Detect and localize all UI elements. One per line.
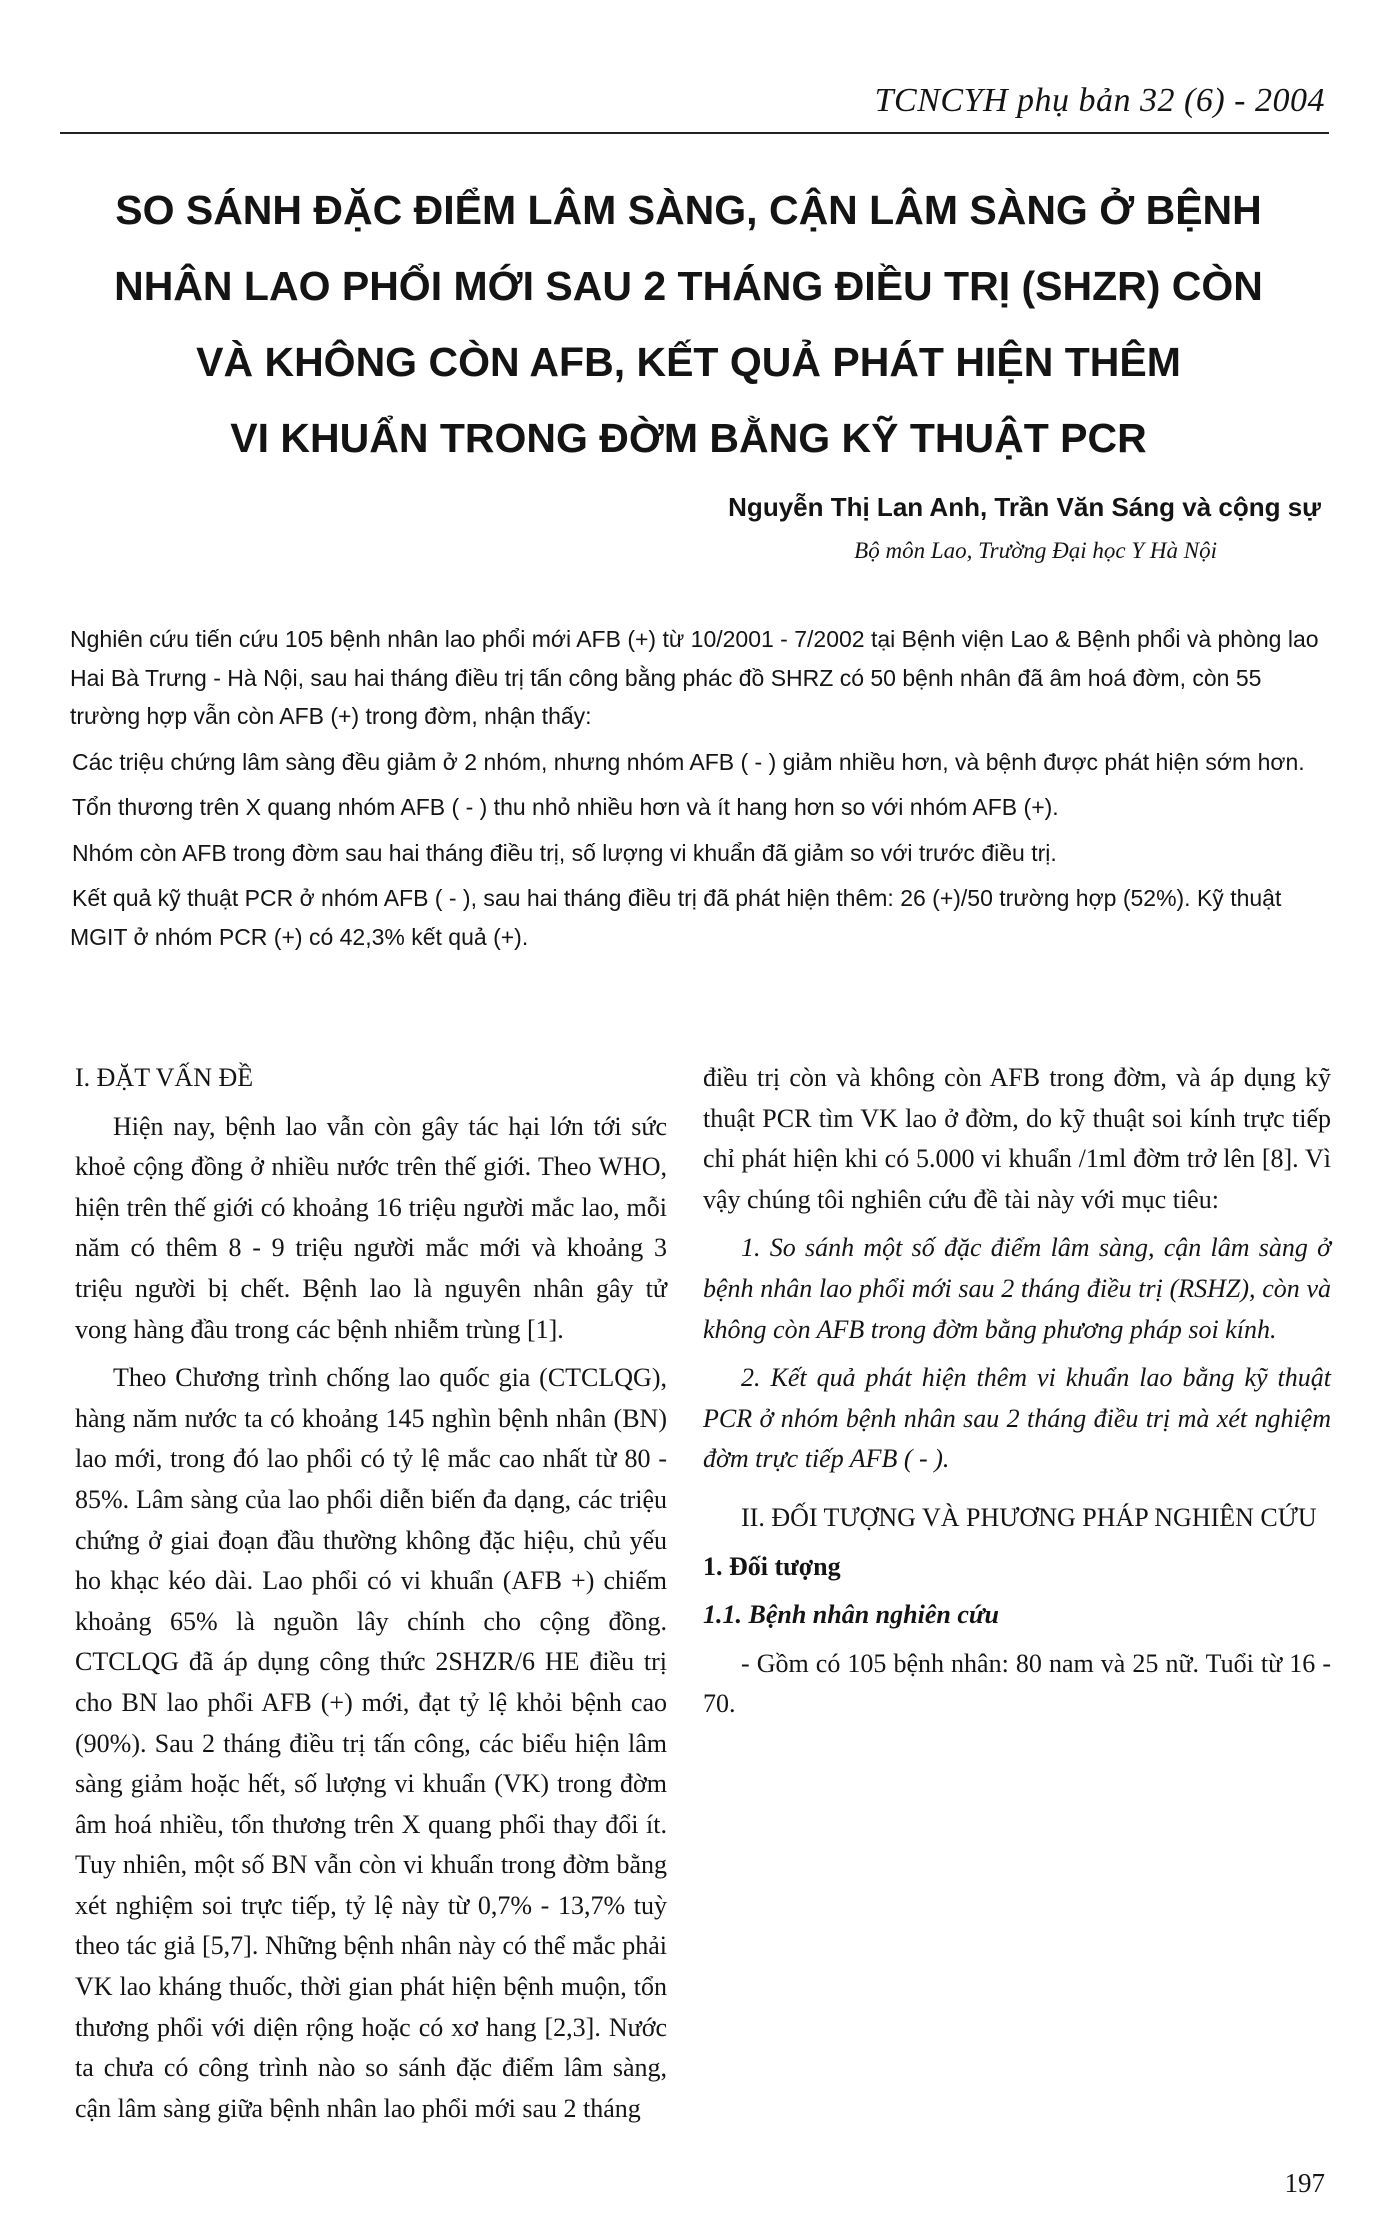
- abstract-paragraph: Nhóm còn AFB trong đờm sau hai tháng điều trị, số lượng vi khuẩn đã giảm so với trước điều trị.: [72, 839, 1057, 866]
- journal-header: TCNCYH phụ bản 32 (6) - 2004: [874, 82, 1325, 119]
- title-line: SO SÁNH ĐẶC ĐIỂM LÂM SÀNG, CẬN LÂM SÀNG Ở BỆNH: [115, 187, 1262, 233]
- abstract-paragraph: Nghiên cứu tiến cứu 105 bệnh nhân lao phổi mới AFB (+) từ 10/2001 - 7/2002 tại Bệnh viện Lao & Bệnh phổi và phòng lao Hai Bà Trưng - Hà Nội, sau hai tháng điều trị tấn công bằng phác đồ SHRZ có 50 bệnh nhân đã âm hoá đờm, còn 55 trường hợp vẫn còn AFB (+) trong đờm, nhận thấy:: [70, 626, 1319, 729]
- body-paragraph: Theo Chương trình chống lao quốc gia (CTCLQG), hàng năm nước ta có khoảng 145 nghìn bệnh nhân (BN) lao mới, trong đó lao phổi có tỷ lệ mắc cao nhất từ 80 - 85%. Lâm sàng của lao phổi diễn biến đa dạng, các triệu chứng ở giai đoạn đầu thường không đặc hiệu, chủ yếu ho khạc kéo dài. Lao phổi có vi khuẩn (AFB +) chiếm khoảng 65% là nguồn lây chính cho cộng đồng. CTCLQG đã áp dụng công thức 2SHZR/6 HE điều trị cho BN lao phổi AFB (+) mới, đạt tỷ lệ khỏi bệnh cao (90%). Sau 2 tháng điều trị tấn công, các biểu hiện lâm sàng giảm hoặc hết, số lượng vi khuẩn (VK) trong đờm âm hoá nhiều, tổn thương trên X quang phổi thay đổi ít. Tuy nhiên, một số BN vẫn còn vi khuẩn trong đờm bằng xét nghiệm soi trực tiếp, tỷ lệ này từ 0,7% - 13,7% tuỳ theo tác giả [5,7]. Những bệnh nhân này có thể mắc phải VK lao kháng thuốc, thời gian phát hiện bệnh muộn, tổn thương phổi với diện rộng hoặc có xơ hang [2,3]. Nước ta chưa có công trình nào so sánh đặc điểm lâm sàng, cận lâm sàng giữa bệnh nhân lao phổi mới sau 2 tháng: [75, 1363, 667, 2123]
- subsection-heading: 1. Đối tượng: [703, 1551, 841, 1581]
- header-rule: [60, 132, 1329, 134]
- right-column: [703, 1058, 1331, 1733]
- subsection-heading: 1.1. Bệnh nhân nghiên cứu: [703, 1600, 999, 1630]
- page-number: 197: [1284, 2168, 1325, 2198]
- body-paragraph-continued: điều trị còn và không còn AFB trong đờm, và áp dụng kỹ thuật PCR tìm VK lao ở đờm, do kỹ thuật soi kính trực tiếp chỉ phát hiện khi có 5.000 vi khuẩn /1ml đờm trở lên [8]. Vì vậy chúng tôi nghiên cứu đề tài này với mục tiêu:: [703, 1063, 1331, 1214]
- abstract-paragraph: Kết quả kỹ thuật PCR ở nhóm AFB ( - ), sau hai tháng điều trị đã phát hiện thêm: 26 (+)/50 trường hợp (52%). Kỹ thuật MGIT ở nhóm PCR (+) có 42,3% kết quả (+).: [70, 885, 1282, 950]
- left-column: [75, 1058, 667, 2137]
- objective: 1. So sánh một số đặc điểm lâm sàng, cận lâm sàng ở bệnh nhân lao phổi mới sau 2 tháng điều trị (RSHZ), còn và không còn AFB trong đờm bằng phương pháp soi kính.: [703, 1233, 1331, 1344]
- section-heading: II. ĐỐI TƯỢNG VÀ PHƯƠNG PHÁP NGHIÊN CỨU: [741, 1502, 1317, 1532]
- abstract-paragraph: Tổn thương trên X quang nhóm AFB ( - ) thu nhỏ nhiều hơn và ít hang hơn so với nhóm AFB (+).: [72, 794, 1059, 820]
- affiliation: Bộ môn Lao, Trường Đại học Y Hà Nội: [854, 538, 1217, 563]
- section-heading: I. ĐẶT VẤN ĐỀ: [75, 1063, 254, 1092]
- abstract: [70, 620, 1328, 963]
- title-line: VÀ KHÔNG CÒN AFB, KẾT QUẢ PHÁT HIỆN THÊM: [196, 339, 1181, 385]
- abstract-paragraph: Các triệu chứng lâm sàng đều giảm ở 2 nhóm, nhưng nhóm AFB ( - ) giảm nhiều hơn, và bệnh được phát hiện sớm hơn.: [72, 748, 1305, 775]
- title-line: VI KHUẨN TRONG ĐỜM BẰNG KỸ THUẬT PCR: [230, 415, 1147, 461]
- authors: Nguyễn Thị Lan Anh, Trần Văn Sáng và cộng sự: [728, 492, 1321, 522]
- body-paragraph: - Gồm có 105 bệnh nhân: 80 nam và 25 nữ. Tuổi từ 16 - 70.: [703, 1648, 1331, 1719]
- objective: 2. Kết quả phát hiện thêm vi khuẩn lao bằng kỹ thuật PCR ở nhóm bệnh nhân sau 2 tháng điều trị mà xét nghiệm đờm trực tiếp AFB ( - ).: [703, 1363, 1331, 1474]
- title-line: NHÂN LAO PHỔI MỚI SAU 2 THÁNG ĐIỀU TRỊ (SHZR) CÒN: [114, 263, 1263, 309]
- body-paragraph: Hiện nay, bệnh lao vẫn còn gây tác hại lớn tới sức khoẻ cộng đồng ở nhiều nước trên thế giới. Theo WHO, hiện trên thế giới có khoảng 16 triệu người mắc lao, mỗi năm có thêm 8 - 9 triệu người mắc mới và khoảng 3 triệu người bị chết. Bệnh lao là nguyên nhân gây tử vong hàng đầu trong các bệnh nhiễm trùng [1].: [75, 1111, 667, 1344]
- article-title: [40, 172, 1337, 476]
